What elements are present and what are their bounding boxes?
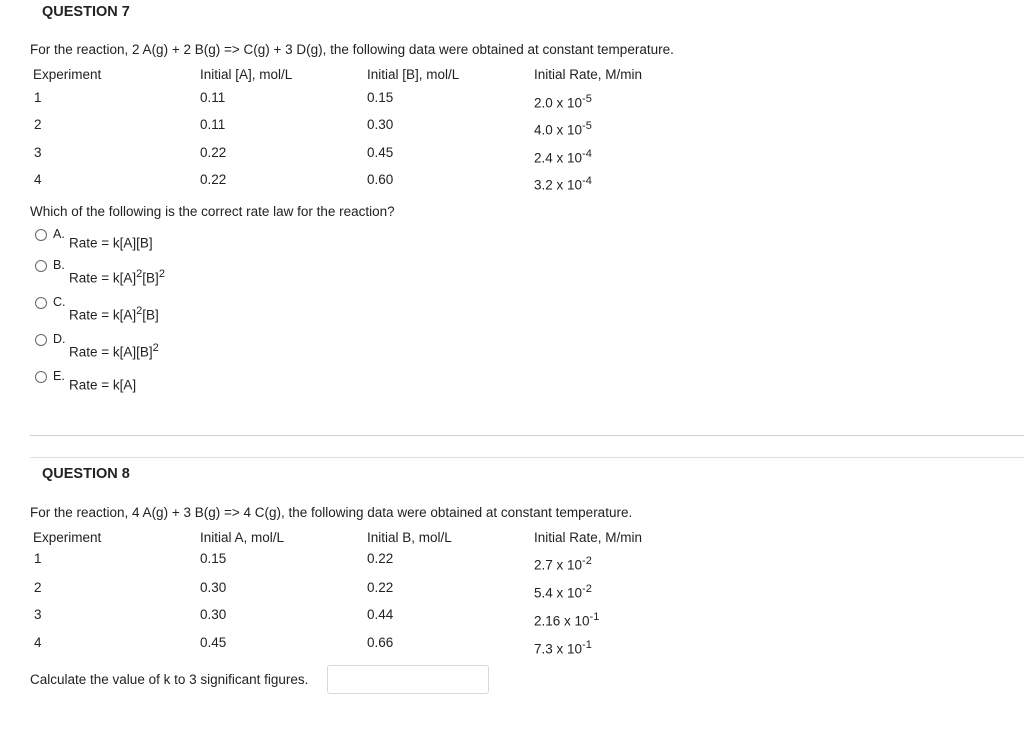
- q7-row-4-initial-a: 0.22: [200, 172, 227, 187]
- q7-row-1-initial-b: 0.15: [367, 90, 394, 105]
- q8-row-1-initial-b: 0.22: [367, 551, 394, 566]
- q7-header-initial-b: Initial [B], mol/L: [367, 67, 460, 82]
- option-a-radio[interactable]: [35, 229, 47, 241]
- q7-row-2-initial-b: 0.30: [367, 117, 394, 132]
- q8-row-2-initial-b: 0.22: [367, 580, 394, 595]
- question-8-stem: Calculate the value of k to 3 significant figures.: [30, 672, 309, 687]
- option-e-text: Rate = k[A]: [69, 377, 137, 393]
- q7-row-3-rate: [534, 148, 592, 166]
- q7-row-1-rate: [534, 93, 592, 111]
- q8-header-initial-rate: Initial Rate, M/min: [534, 530, 643, 545]
- section-divider: [30, 435, 1024, 436]
- q8-row-3-initial-a: 0.30: [200, 607, 227, 622]
- k-answer-input[interactable]: [327, 665, 489, 694]
- q7-row-3-initial-b: 0.45: [367, 145, 394, 160]
- q8-row-4-initial-b: 0.66: [367, 635, 394, 650]
- option-c-letter: C.: [53, 295, 66, 309]
- q8-row-4-rate-exponent: -1: [582, 639, 592, 651]
- option-d-text: Rate = $k[A][B]^2$: [69, 342, 159, 360]
- option-e-letter: E.: [53, 369, 65, 383]
- option-d-radio[interactable]: [35, 334, 47, 346]
- q8-row-1-rate: [534, 555, 592, 573]
- option-c-text: Rate = $k[A]^2[B]$: [69, 305, 159, 323]
- option-d-letter: D.: [53, 332, 66, 346]
- q7-row-4-rate: [534, 175, 592, 193]
- q7-row-4-rate-exponent: -4: [582, 175, 592, 187]
- question-7-stem: Which of the following is the correct rate law for the reaction?: [30, 204, 395, 219]
- section-divider-lower: [30, 457, 1024, 458]
- q8-row-1-rate-base: 2.7 x 10: [534, 557, 583, 573]
- q7-row-1-rate-base: 2.0 x 10: [534, 95, 583, 111]
- q8-header-initial-a: Initial A, mol/L: [200, 530, 285, 545]
- q7-row-2-rate-exponent: -5: [582, 120, 592, 132]
- q7-row-3-rate-exponent: -4: [582, 148, 592, 160]
- q7-row-1-experiment: 1: [34, 90, 42, 105]
- question-8-title: QUESTION 8: [42, 466, 130, 482]
- q8-row-1-experiment: 1: [34, 551, 42, 566]
- option-a-letter: A.: [53, 227, 65, 241]
- q7-row-4-initial-b: 0.60: [367, 172, 394, 187]
- q8-row-3-initial-b: 0.44: [367, 607, 394, 622]
- q8-row-4-rate: [534, 639, 592, 657]
- option-a-text: Rate = k[A][B]: [69, 235, 153, 251]
- q7-row-4-experiment: 4: [34, 172, 42, 187]
- q7-row-2-experiment: 2: [34, 117, 42, 132]
- q7-row-1-initial-a: 0.11: [200, 90, 226, 105]
- q7-row-3-rate-base: 2.4 x 10: [534, 150, 583, 166]
- q8-row-1-initial-a: 0.15: [200, 551, 227, 566]
- option-b-letter: B.: [53, 258, 65, 272]
- option-e-radio[interactable]: [35, 371, 47, 383]
- q8-row-3-experiment: 3: [34, 607, 42, 622]
- q8-row-2-rate-exponent: -2: [582, 583, 592, 595]
- q7-row-2-rate: [534, 120, 592, 138]
- q8-row-3-rate-exponent: -1: [589, 611, 600, 623]
- q7-header-initial-rate: Initial Rate, M/min: [534, 67, 643, 82]
- q7-row-2-initial-a: 0.11: [200, 117, 226, 132]
- option-c-radio[interactable]: [35, 297, 47, 309]
- q8-header-initial-b: Initial B, mol/L: [367, 530, 452, 545]
- q7-row-3-experiment: 3: [34, 145, 42, 160]
- q8-row-4-initial-a: 0.45: [200, 635, 227, 650]
- q7-header-experiment: Experiment: [33, 67, 102, 82]
- option-b-radio[interactable]: [35, 260, 47, 272]
- q8-row-2-rate-base: 5.4 x 10: [534, 585, 583, 601]
- q7-row-3-initial-a: 0.22: [200, 145, 227, 160]
- q8-row-2-experiment: 2: [34, 580, 42, 595]
- q8-row-4-rate-base: 7.3 x 10: [534, 641, 583, 657]
- q8-header-experiment: Experiment: [33, 530, 102, 545]
- question-7-title: QUESTION 7: [42, 4, 130, 20]
- q8-row-3-rate: [534, 611, 599, 629]
- question-7-prompt: For the reaction, 2 A(g) + 2 B(g) => C(g) + 3 D(g), the following data were obtained at constant temperature.: [30, 42, 674, 57]
- q8-row-3-rate-base: 2.16 x 10: [534, 613, 590, 629]
- q8-row-2-rate: [534, 583, 592, 601]
- q7-row-4-rate-base: 3.2 x 10: [534, 177, 583, 193]
- q7-row-2-rate-base: 4.0 x 10: [534, 122, 583, 138]
- q8-row-2-initial-a: 0.30: [200, 580, 227, 595]
- option-b-text: Rate = $k[A]^2[B]^2$: [69, 268, 165, 286]
- question-8-prompt: For the reaction, 4 A(g) + 3 B(g) => 4 C(g), the following data were obtained at constant temperature.: [30, 505, 633, 520]
- q7-row-1-rate-exponent: -5: [582, 93, 592, 105]
- q8-row-1-rate-exponent: -2: [582, 555, 592, 567]
- q7-header-initial-a: Initial [A], mol/L: [200, 67, 293, 82]
- q8-row-4-experiment: 4: [34, 635, 42, 650]
